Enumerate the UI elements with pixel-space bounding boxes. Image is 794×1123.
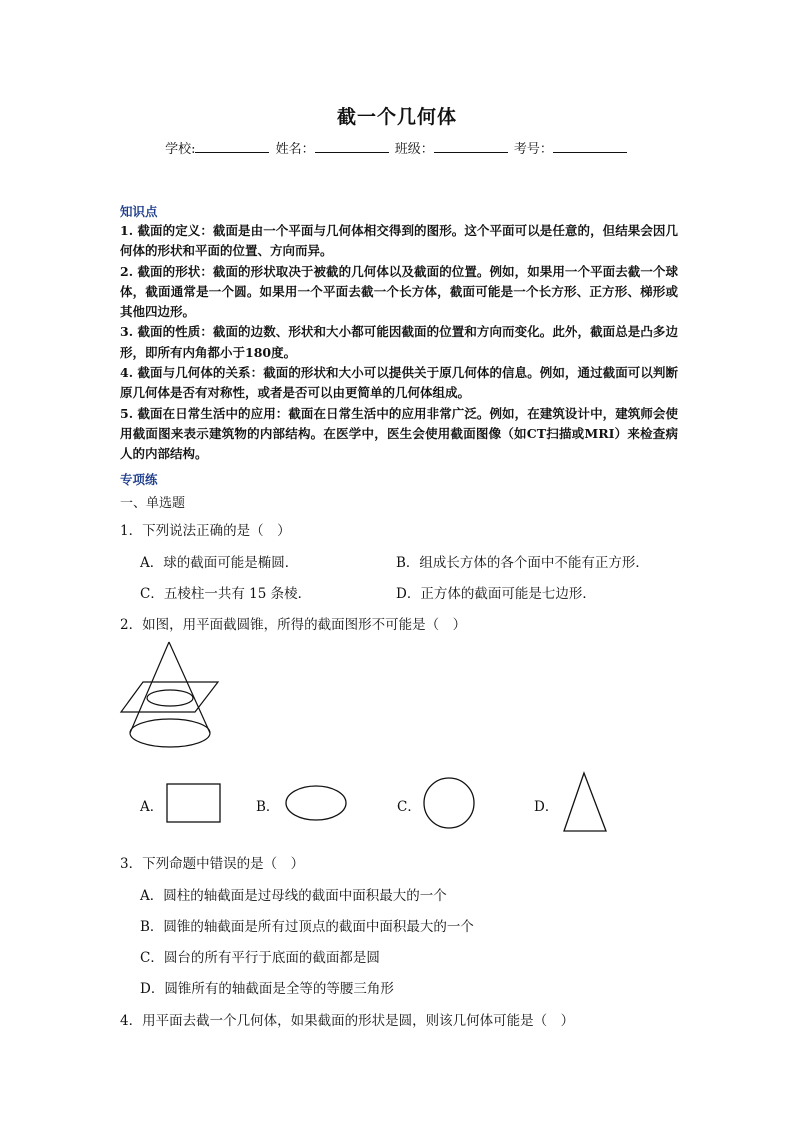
knowledge-point-4: 4. 截面与几何体的关系：截面的形状和大小可以提供关于原几何体的信息。例如，通过截面可以判断原几何体是否有对称性，或者是否可以由更简单的几何体组成。 [120,365,678,401]
knowledge-point-2: 2. 截面的形状：截面的形状取决于被截的几何体以及截面的位置。例如，如果用一个平面去截一个球体，截面通常是一个圆。如果用一个平面去截一个长方体，截面可能是一个长方形、正方形、梯形或其他四边形。 [120,263,678,320]
knowledge-point-5: 5. 截面在日常生活中的应用：截面在日常生活中的应用非常广泛。例如，在建筑设计中，建筑师会使用截面图来表示建筑物的内部结构。在医学中，医生会使用截面图像（如CT扫描或MRI）来检查病人的内部结构。 [120,405,678,462]
question-1-option-c[interactable]: C．五棱柱一共有 15 条棱． [140,586,312,602]
number-blank[interactable] [553,140,627,153]
question-4-stem: 4．用平面去截一个几何体，如果截面的形状是圆，则该几何体可能是（ ） [120,1013,575,1029]
knowledge-points [120,221,678,465]
question-2-option-c[interactable]: C． [397,799,421,815]
question-1-option-b[interactable]: B．组成长方体的各个面中不能有正方形． [396,555,649,571]
question-3-stem: 3．下列命题中错误的是（ ） [120,856,305,872]
knowledge-point-1: 1. 截面的定义：截面是由一个平面与几何体相交得到的图形。这个平面可以是任意的，但结果会因几何体的形状和平面的位置、方向而异。 [120,223,678,259]
circle-shape [421,776,477,830]
number-label: 考号： [513,142,553,157]
question-2-option-b[interactable]: B． [256,799,280,815]
question-2-stem: 2．如图，用平面截圆锥，所得的截面图形不可能是（ ） [120,617,467,633]
question-3-option-c[interactable]: C．圆台的所有平行于底面的截面都是圆 [140,950,380,966]
practice-heading: 专项练 [120,472,158,487]
rectangle-shape [165,782,223,824]
name-label: 姓名： [275,142,315,157]
question-2-option-d[interactable]: D． [534,799,559,815]
question-1-stem: 1．下列说法正确的是（ ） [120,523,291,539]
question-2-option-a[interactable]: A． [140,799,164,815]
section-heading: 一、单选题 [120,496,186,511]
question-3-option-a[interactable]: A．圆柱的轴截面是过母线的截面中面积最大的一个 [140,888,447,904]
name-blank[interactable] [315,140,389,153]
knowledge-heading: 知识点 [120,204,158,219]
question-3-option-b[interactable]: B．圆锥的轴截面是所有过顶点的截面中面积最大的一个 [140,919,474,935]
class-label: 班级： [394,142,434,157]
student-info-line [0,138,794,157]
page-title: 截一个几何体 [336,106,457,128]
cone-with-plane-figure [115,640,225,755]
question-1-option-a[interactable]: A．球的截面可能是椭圆． [140,555,299,571]
question-3-option-d[interactable]: D．圆锥所有的轴截面是全等的等腰三角形 [140,981,394,997]
question-1-option-d[interactable]: D．正方体的截面可能是七边形． [396,586,596,602]
ellipse-shape [284,784,348,822]
triangle-shape [560,771,610,833]
class-blank[interactable] [434,140,508,153]
school-label: 学校: [165,142,196,157]
knowledge-point-3: 3. 截面的性质：截面的边数、形状和大小都可能因截面的位置和方向而变化。此外，截面总是凸多边形，即所有内角都小于180度。 [120,324,678,360]
school-blank[interactable] [195,140,269,153]
